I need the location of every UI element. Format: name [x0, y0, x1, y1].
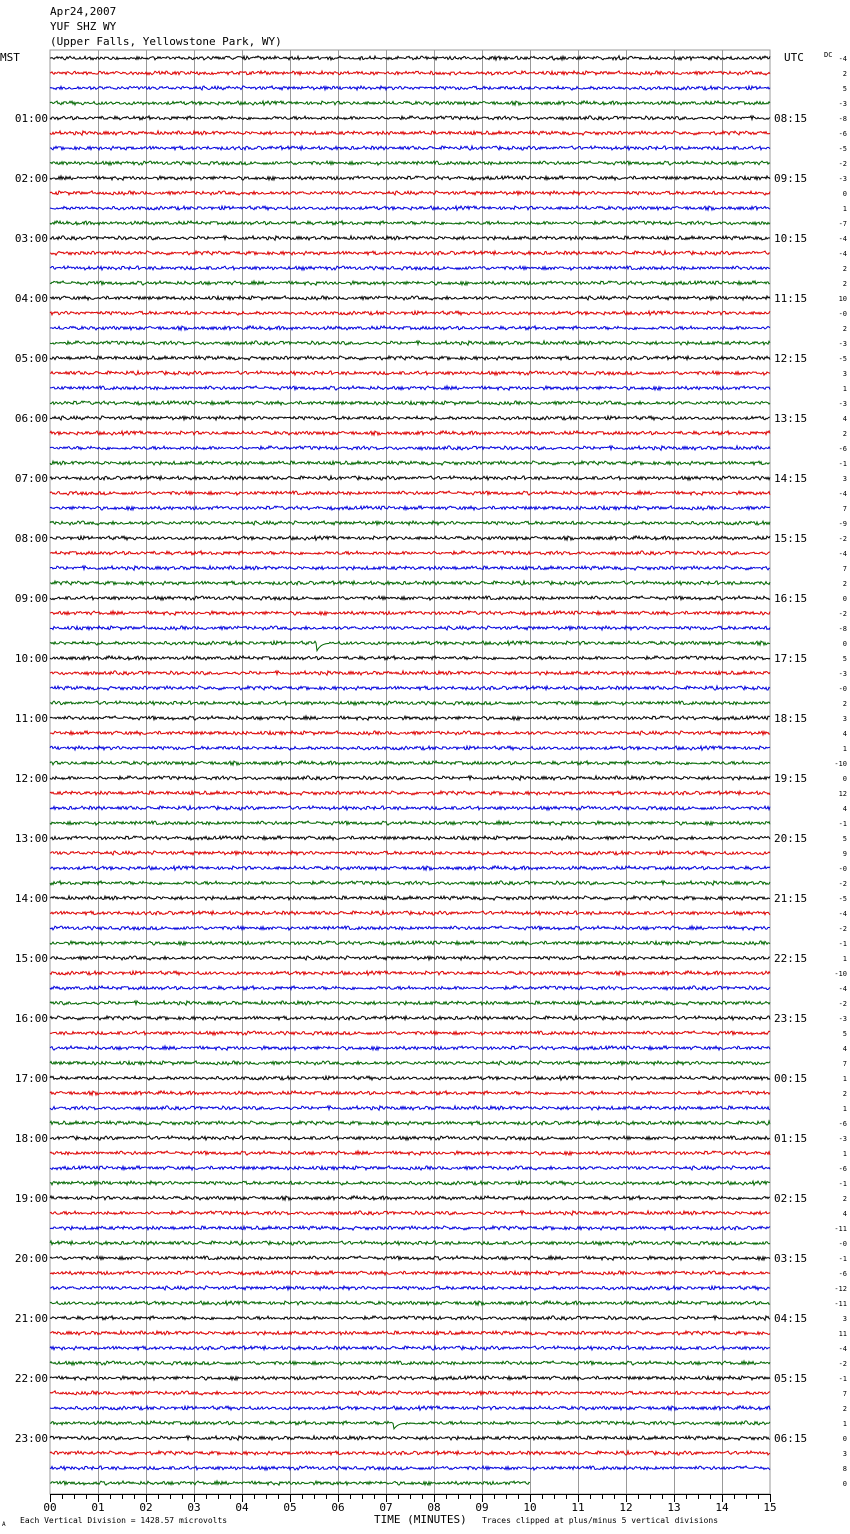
- trace-row-2: [50, 71, 770, 75]
- dc-offset-label: 10: [838, 295, 847, 303]
- dc-offset-label: -6: [838, 130, 847, 138]
- trace-row-54: [50, 851, 770, 855]
- trace-row-79: [50, 1226, 770, 1230]
- left-hour-label: 08:00: [14, 532, 48, 545]
- trace-row-3: [50, 86, 770, 90]
- left-hour-label: 14:00: [14, 892, 48, 905]
- dc-offset-label: 1: [842, 745, 847, 753]
- left-hour-label: 15:00: [14, 952, 48, 965]
- trace-row-20: [50, 341, 770, 345]
- trace-row-47: [50, 746, 770, 750]
- left-hour-label: 03:00: [14, 232, 48, 245]
- dc-offset-label: -4: [838, 910, 847, 918]
- trace-row-19: [50, 326, 770, 330]
- trace-row-89: [50, 1376, 770, 1380]
- dc-offset-label: 4: [842, 730, 847, 738]
- left-hour-label: 06:00: [14, 412, 48, 425]
- trace-row-90: [50, 1391, 770, 1395]
- trace-row-77: [50, 1196, 770, 1200]
- dc-offset-label: 2: [842, 1090, 847, 1098]
- trace-row-81: [50, 1256, 770, 1260]
- trace-row-60: [50, 941, 770, 945]
- dc-offset-label: 0: [842, 1435, 847, 1443]
- dc-offset-label: -3: [838, 340, 847, 348]
- trace-row-14: [50, 251, 770, 255]
- dc-offset-label: 0: [842, 190, 847, 198]
- dc-offset-label: -2: [838, 610, 847, 618]
- left-hour-label: 05:00: [14, 352, 48, 365]
- right-hour-label: 03:15: [774, 1252, 808, 1265]
- dc-offset-label: 2: [842, 265, 847, 273]
- dc-offset-label: -5: [838, 145, 847, 153]
- right-hour-label: 22:15: [774, 952, 808, 965]
- x-tick-label: 14: [715, 1501, 729, 1514]
- dc-offset-label: 5: [842, 835, 847, 843]
- right-hour-label: 04:15: [774, 1312, 808, 1325]
- trace-row-63: [50, 986, 770, 990]
- dc-offset-label: -2: [838, 1000, 847, 1008]
- dc-offset-label: 1: [842, 1075, 847, 1083]
- dc-offset-label: 3: [842, 475, 847, 483]
- right-hour-label: 05:15: [774, 1372, 808, 1385]
- x-tick-label: 00: [43, 1501, 57, 1514]
- right-hour-label: 02:15: [774, 1192, 808, 1205]
- right-hour-label: 11:15: [774, 292, 808, 305]
- dc-offset-label: 2: [842, 1405, 847, 1413]
- x-tick-label: 15: [763, 1501, 777, 1514]
- trace-row-23: [50, 386, 770, 390]
- x-tick-label: 06: [331, 1501, 345, 1514]
- dc-offset-label: -4: [838, 985, 847, 993]
- trace-row-9: [50, 176, 770, 180]
- station-code: YUF SHZ WY: [50, 20, 117, 33]
- trace-row-49: [50, 776, 770, 780]
- trace-row-85: [50, 1316, 770, 1320]
- x-tick-label: 04: [235, 1501, 249, 1514]
- trace-row-56: [50, 881, 770, 885]
- trace-row-72: [50, 1121, 770, 1125]
- trace-row-86: [50, 1331, 770, 1335]
- trace-row-16: [50, 281, 770, 285]
- trace-row-17: [50, 296, 770, 300]
- dc-offset-label: 3: [842, 1450, 847, 1458]
- dc-offset-label: -4: [838, 1345, 847, 1353]
- dc-offset-label: -2: [838, 160, 847, 168]
- trace-row-42: [50, 671, 770, 675]
- trace-row-62: [50, 971, 770, 975]
- dc-offset-label: -4: [838, 235, 847, 243]
- dc-offset-label: 7: [842, 1390, 847, 1398]
- right-hour-label: 18:15: [774, 712, 808, 725]
- trace-row-50: [50, 791, 770, 795]
- trace-row-10: [50, 191, 770, 195]
- dc-offset-label: -3: [838, 1015, 847, 1023]
- trace-row-75: [50, 1166, 770, 1170]
- right-hour-label: 14:15: [774, 472, 808, 485]
- trace-row-76: [50, 1181, 770, 1185]
- dc-offset-label: -6: [838, 1270, 847, 1278]
- trace-row-18: [50, 311, 770, 315]
- trace-row-61: [50, 956, 770, 960]
- dc-offset-label: -11: [834, 1225, 847, 1233]
- dc-offset-label: -3: [838, 100, 847, 108]
- trace-row-13: [50, 236, 770, 240]
- dc-offset-label: -0: [838, 865, 847, 873]
- left-hour-label: 11:00: [14, 712, 48, 725]
- trace-row-38: [50, 611, 770, 615]
- trace-row-57: [50, 896, 770, 900]
- dc-offset-label: -5: [838, 355, 847, 363]
- right-hour-label: 06:15: [774, 1432, 808, 1445]
- trace-row-59: [50, 926, 770, 930]
- dc-offset-label: 2: [842, 1195, 847, 1203]
- dc-offset-label: 1: [842, 385, 847, 393]
- trace-row-7: [50, 146, 770, 150]
- right-hour-label: 19:15: [774, 772, 808, 785]
- trace-row-37: [50, 596, 770, 600]
- trace-row-24: [50, 401, 770, 405]
- right-hour-label: 00:15: [774, 1072, 808, 1085]
- dc-offset-label: -6: [838, 1120, 847, 1128]
- dc-offset-label: 2: [842, 70, 847, 78]
- dc-offset-label: 9: [842, 850, 847, 858]
- trace-row-4: [50, 101, 770, 105]
- dc-offset-label: -6: [838, 1165, 847, 1173]
- dc-offset-label: -9: [838, 520, 847, 528]
- trace-row-48: [50, 761, 770, 765]
- left-hour-label: 21:00: [14, 1312, 48, 1325]
- dc-offset-label: -2: [838, 925, 847, 933]
- right-hour-label: 21:15: [774, 892, 808, 905]
- dc-offset-label: -2: [838, 1360, 847, 1368]
- left-hour-label: 04:00: [14, 292, 48, 305]
- right-timezone-label: UTC: [784, 51, 804, 64]
- dc-offset-label: -5: [838, 895, 847, 903]
- dc-offset-label: -7: [838, 220, 847, 228]
- right-hour-label: 10:15: [774, 232, 808, 245]
- dc-offset-label: 4: [842, 415, 847, 423]
- trace-row-22: [50, 371, 770, 375]
- dc-offset-label: -1: [838, 940, 847, 948]
- trace-row-53: [50, 836, 770, 840]
- dc-offset-label: 7: [842, 1060, 847, 1068]
- dc-offset-label: -0: [838, 685, 847, 693]
- x-axis-title: TIME (MINUTES): [374, 1513, 467, 1526]
- corner-mark: A: [2, 1521, 6, 1528]
- right-hour-label: 01:15: [774, 1132, 808, 1145]
- trace-row-88: [50, 1361, 770, 1365]
- trace-row-58: [50, 911, 770, 915]
- dc-offset-label: -4: [838, 550, 847, 558]
- left-hour-label: 16:00: [14, 1012, 48, 1025]
- dc-offset-label: 5: [842, 1030, 847, 1038]
- trace-row-30: [50, 491, 770, 495]
- dc-offset-label: 7: [842, 565, 847, 573]
- left-hour-label: 13:00: [14, 832, 48, 845]
- left-timezone-label: MST: [0, 51, 20, 64]
- trace-row-1: [50, 56, 770, 60]
- trace-row-46: [50, 731, 770, 735]
- trace-row-5: [50, 116, 770, 120]
- trace-row-12: [50, 221, 770, 225]
- trace-row-28: [50, 461, 770, 465]
- trace-row-26: [50, 431, 770, 435]
- dc-offset-label: -1: [838, 1375, 847, 1383]
- trace-row-27: [50, 446, 770, 450]
- dc-offset-label: -0: [838, 1240, 847, 1248]
- dc-offset-label: 3: [842, 370, 847, 378]
- dc-offset-label: 2: [842, 700, 847, 708]
- trace-row-52: [50, 821, 770, 825]
- x-tick-label: 09: [475, 1501, 489, 1514]
- dc-offset-label: -1: [838, 1180, 847, 1188]
- trace-row-11: [50, 206, 770, 210]
- dc-offset-label: -2: [838, 535, 847, 543]
- trace-row-93: [50, 1436, 770, 1440]
- right-hour-label: 12:15: [774, 352, 808, 365]
- trace-row-67: [50, 1046, 770, 1050]
- dc-offset-label: -1: [838, 1255, 847, 1263]
- dc-offset-label: 12: [838, 790, 847, 798]
- dc-offset-label: 2: [842, 280, 847, 288]
- trace-row-34: [50, 551, 770, 555]
- dc-offset-label: -10: [834, 970, 847, 978]
- dc-offset-label: -3: [838, 175, 847, 183]
- x-tick-label: 02: [139, 1501, 153, 1514]
- left-hour-label: 23:00: [14, 1432, 48, 1445]
- right-hour-label: 16:15: [774, 592, 808, 605]
- left-hour-label: 07:00: [14, 472, 48, 485]
- right-hour-label: 20:15: [774, 832, 808, 845]
- trace-row-35: [50, 566, 770, 570]
- trace-row-92: [50, 1421, 770, 1429]
- dc-offset-label: 0: [842, 775, 847, 783]
- trace-row-71: [50, 1106, 770, 1110]
- left-hour-label: 09:00: [14, 592, 48, 605]
- dc-offset-label: -3: [838, 400, 847, 408]
- trace-row-39: [50, 626, 770, 630]
- dc-offset-label: 8: [842, 1465, 847, 1473]
- dc-offset-label: 2: [842, 325, 847, 333]
- trace-row-68: [50, 1061, 770, 1065]
- trace-row-84: [50, 1301, 770, 1305]
- dc-offset-label: 1: [842, 1105, 847, 1113]
- trace-row-43: [50, 686, 770, 690]
- dc-offset-label: -8: [838, 115, 847, 123]
- x-axis: [43, 1494, 776, 1514]
- dc-offset-label: -10: [834, 760, 847, 768]
- footer-scale-note: Each Vertical Division = 1428.57 microvolts: [20, 1516, 228, 1525]
- x-tick-label: 12: [619, 1501, 633, 1514]
- trace-row-87: [50, 1346, 770, 1350]
- x-tick-label: 10: [523, 1501, 537, 1514]
- left-hour-label: 01:00: [14, 112, 48, 125]
- trace-row-40: [50, 641, 770, 651]
- trace-row-80: [50, 1241, 770, 1245]
- dc-offset-label: 11: [838, 1330, 847, 1338]
- dc-offset-label: 2: [842, 430, 847, 438]
- trace-row-45: [50, 716, 770, 720]
- dc-offset-label: 4: [842, 805, 847, 813]
- trace-row-94: [50, 1451, 770, 1455]
- trace-row-31: [50, 506, 770, 510]
- trace-row-65: [50, 1016, 770, 1020]
- left-hour-label: 12:00: [14, 772, 48, 785]
- right-hour-label: 13:15: [774, 412, 808, 425]
- footer-clip-note: Traces clipped at plus/minus 5 vertical divisions: [482, 1516, 719, 1525]
- dc-offset-label: 5: [842, 655, 847, 663]
- x-tick-label: 01: [91, 1501, 105, 1514]
- dc-offset-label: -4: [838, 55, 847, 63]
- dc-offset-label: 1: [842, 1420, 847, 1428]
- left-hour-label: 18:00: [14, 1132, 48, 1145]
- left-hour-label: 02:00: [14, 172, 48, 185]
- trace-row-69: [50, 1076, 770, 1080]
- dc-offset-label: 1: [842, 205, 847, 213]
- trace-layer: [50, 56, 770, 1485]
- station-location: (Upper Falls, Yellowstone Park, WY): [50, 35, 282, 48]
- trace-row-64: [50, 1001, 770, 1005]
- trace-row-82: [50, 1271, 770, 1275]
- left-hour-label: 20:00: [14, 1252, 48, 1265]
- x-tick-label: 05: [283, 1501, 297, 1514]
- trace-row-95: [50, 1466, 770, 1470]
- trace-row-78: [50, 1211, 770, 1215]
- trace-row-66: [50, 1031, 770, 1035]
- dc-offset-label: -8: [838, 625, 847, 633]
- dc-offset-label: -6: [838, 445, 847, 453]
- dc-offset-label: -0: [838, 310, 847, 318]
- x-tick-label: 11: [571, 1501, 585, 1514]
- dc-header-label: DC: [824, 51, 833, 59]
- dc-offset-label: 5: [842, 85, 847, 93]
- trace-row-33: [50, 536, 770, 540]
- trace-row-70: [50, 1091, 770, 1095]
- trace-row-32: [50, 521, 770, 525]
- dc-offset-label: 3: [842, 1315, 847, 1323]
- dc-offset-label: 1: [842, 955, 847, 963]
- trace-row-41: [50, 656, 770, 660]
- x-tick-label: 07: [379, 1501, 393, 1514]
- trace-row-6: [50, 131, 770, 135]
- dc-offset-label: -1: [838, 460, 847, 468]
- dc-offset-label: 4: [842, 1045, 847, 1053]
- dc-offset-label: 4: [842, 1210, 847, 1218]
- dc-offset-label: -4: [838, 490, 847, 498]
- trace-row-8: [50, 161, 770, 165]
- left-hour-label: 19:00: [14, 1192, 48, 1205]
- x-tick-label: 13: [667, 1501, 681, 1514]
- trace-row-55: [50, 866, 770, 870]
- trace-row-73: [50, 1136, 770, 1140]
- trace-row-83: [50, 1286, 770, 1290]
- dc-offset-label: -11: [834, 1300, 847, 1308]
- trace-row-74: [50, 1151, 770, 1155]
- trace-row-51: [50, 806, 770, 810]
- dc-offset-label: 7: [842, 505, 847, 513]
- dc-offset-label: -12: [834, 1285, 847, 1293]
- dc-offset-label: 3: [842, 715, 847, 723]
- trace-row-44: [50, 701, 770, 705]
- chart-date: Apr24,2007: [50, 5, 117, 18]
- trace-row-36: [50, 581, 770, 585]
- dc-offset-label: 0: [842, 1480, 847, 1488]
- left-hour-label: 17:00: [14, 1072, 48, 1085]
- x-tick-label: 08: [427, 1501, 441, 1514]
- dc-offset-label: -4: [838, 250, 847, 258]
- dc-offset-label: -1: [838, 820, 847, 828]
- left-hour-label: 10:00: [14, 652, 48, 665]
- dc-offset-label: 2: [842, 580, 847, 588]
- x-tick-label: 03: [187, 1501, 201, 1514]
- dc-offset-label: 0: [842, 595, 847, 603]
- dc-offset-label: -2: [838, 880, 847, 888]
- trace-row-29: [50, 476, 770, 480]
- right-hour-label: 08:15: [774, 112, 808, 125]
- trace-row-15: [50, 266, 770, 270]
- right-hour-label: 09:15: [774, 172, 808, 185]
- trace-row-91: [50, 1406, 770, 1410]
- dc-offset-label: -3: [838, 1135, 847, 1143]
- right-hour-label: 17:15: [774, 652, 808, 665]
- dc-offset-label: 1: [842, 1150, 847, 1158]
- trace-row-25: [50, 416, 770, 420]
- right-hour-label: 15:15: [774, 532, 808, 545]
- dc-offset-label: 0: [842, 640, 847, 648]
- right-hour-label: 23:15: [774, 1012, 808, 1025]
- left-hour-label: 22:00: [14, 1372, 48, 1385]
- dc-offset-label: -3: [838, 670, 847, 678]
- trace-row-21: [50, 356, 770, 360]
